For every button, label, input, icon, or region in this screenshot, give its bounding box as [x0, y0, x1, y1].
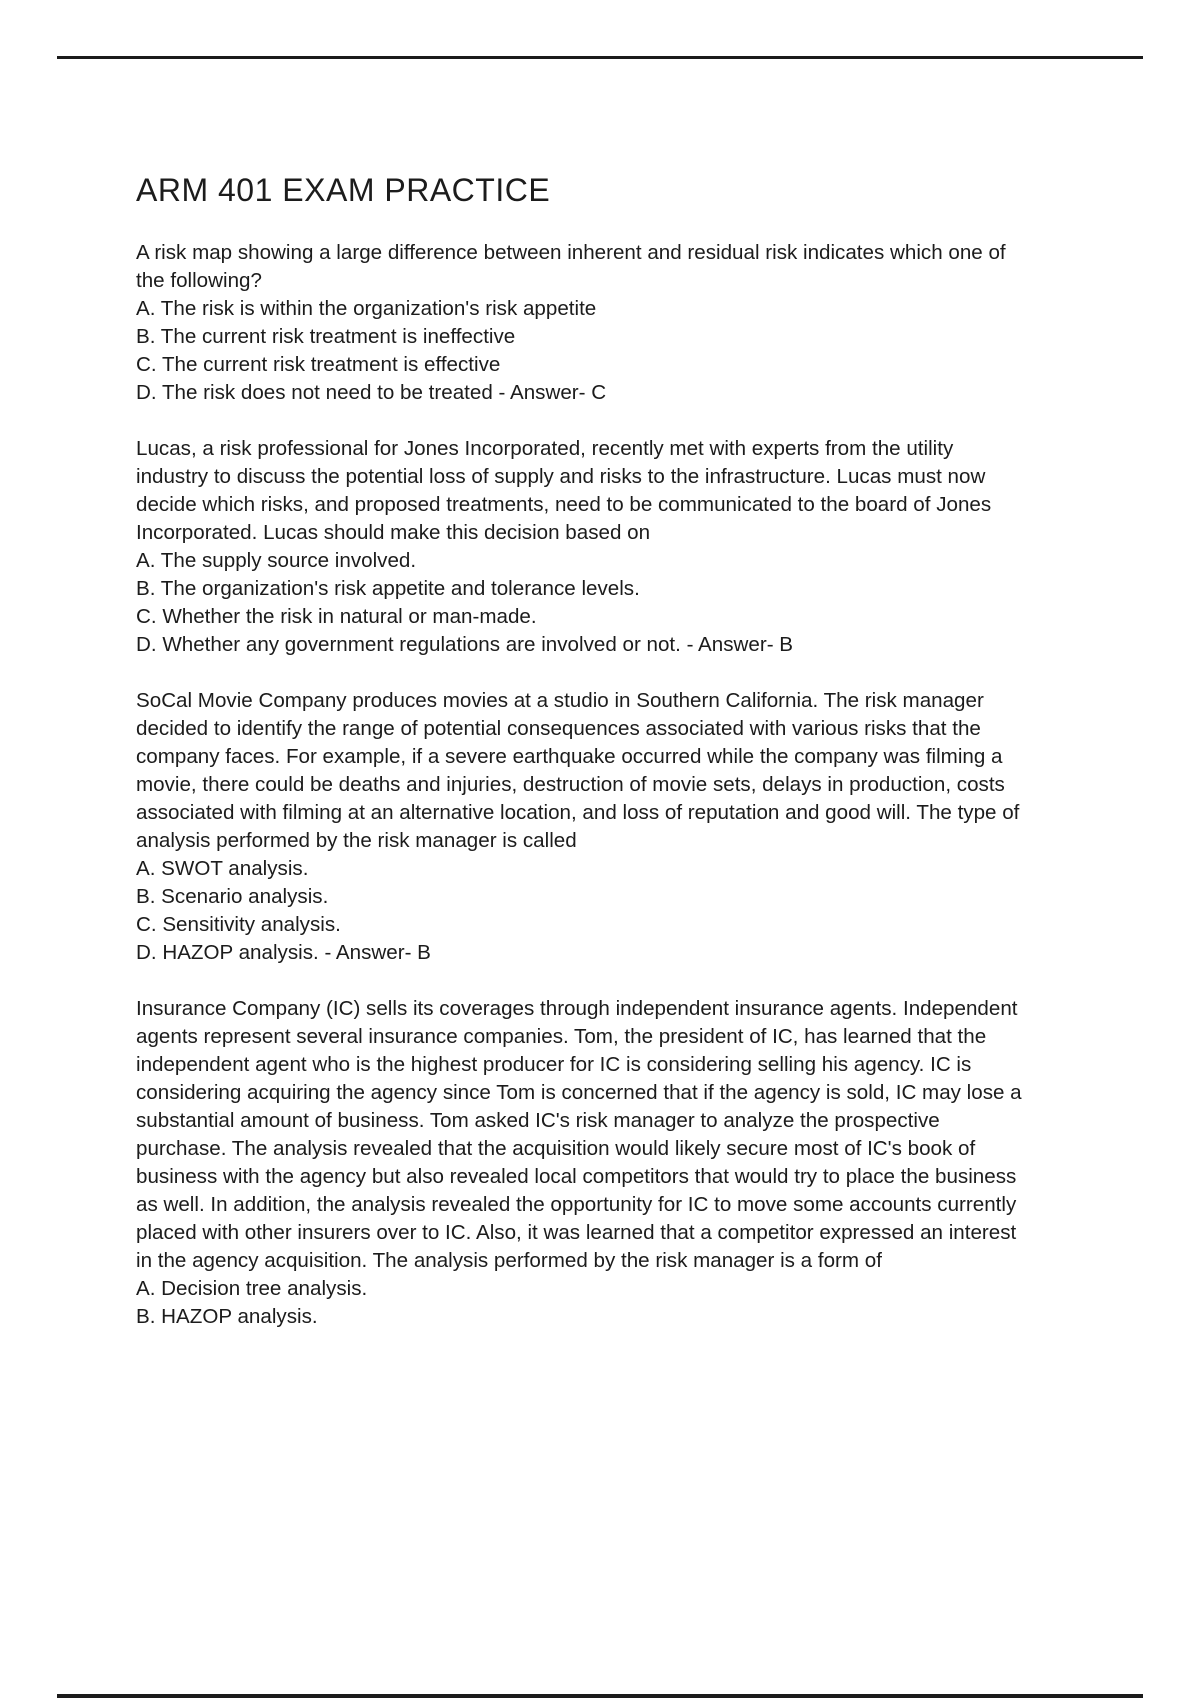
page-title: ARM 401 EXAM PRACTICE — [136, 172, 551, 208]
answer-option: C. Sensitivity analysis. — [136, 913, 341, 936]
question-stem: Insurance Company (IC) sells its coverages through independent insurance agents. Independent agents represent several insurance companies. Tom, the president of IC, has learned that the independent agent who is the highest producer for IC is considering selling his agency. IC is considering acquiring the agency since Tom is concerned that if the agency is sold, IC may lose a substantial amount of business. Tom asked IC's risk manager to analyze the prospective purchase. The analysis revealed that the acquisition would likely secure most of IC's book of business with the agency but also revealed local competitors that would try to place the business as well. In addition, the analysis revealed the opportunity for IC to move some accounts currently placed with other insurers over to IC. Also, it was learned that a competitor expressed an interest in the agency acquisition. The analysis performed by the risk manager is a form of — [136, 997, 1022, 1272]
answer-option: B. HAZOP analysis. — [136, 1305, 318, 1328]
answer-option: C. Whether the risk in natural or man-made. — [136, 605, 537, 628]
answer-option: A. The supply source involved. — [136, 549, 417, 572]
answer-option: B. The organization's risk appetite and tolerance levels. — [136, 577, 640, 600]
answer-option: D. The risk does not need to be treated - Answer- C — [136, 381, 607, 404]
top-rule — [57, 56, 1143, 59]
answer-option: D. HAZOP analysis. - Answer- B — [136, 941, 431, 964]
document-content — [136, 170, 1026, 1331]
question-stem: A risk map showing a large difference between inherent and residual risk indicates which one of the following? — [136, 241, 1006, 292]
answer-option: A. Decision tree analysis. — [136, 1277, 368, 1300]
question-block-3 — [136, 687, 1026, 967]
answer-option: A. SWOT analysis. — [136, 857, 309, 880]
answer-option: C. The current risk treatment is effective — [136, 353, 501, 376]
answer-option: B. Scenario analysis. — [136, 885, 329, 908]
question-stem: SoCal Movie Company produces movies at a studio in Southern California. The risk manager decided to identify the range of potential consequences associated with various risks that the company faces. For example, if a severe earthquake occurred while the company was filming a movie, there could be deaths and injuries, destruction of movie sets, delays in production, costs associated with filming at an alternative location, and loss of reputation and good will. The type of analysis performed by the risk manager is called — [136, 689, 1020, 852]
answer-option: D. Whether any government regulations are involved or not. - Answer- B — [136, 633, 794, 656]
question-block-2 — [136, 435, 1026, 659]
answer-option: A. The risk is within the organization's risk appetite — [136, 297, 597, 320]
question-block-1 — [136, 239, 1026, 407]
bottom-rule — [57, 1694, 1143, 1698]
answer-option: B. The current risk treatment is ineffective — [136, 325, 516, 348]
question-block-4 — [136, 995, 1026, 1331]
question-stem: Lucas, a risk professional for Jones Incorporated, recently met with experts from the utility industry to discuss the potential loss of supply and risks to the infrastructure. Lucas must now decide which risks, and proposed treatments, need to be communicated to the board of Jones Incorporated. Lucas should make this decision based on — [136, 437, 992, 544]
